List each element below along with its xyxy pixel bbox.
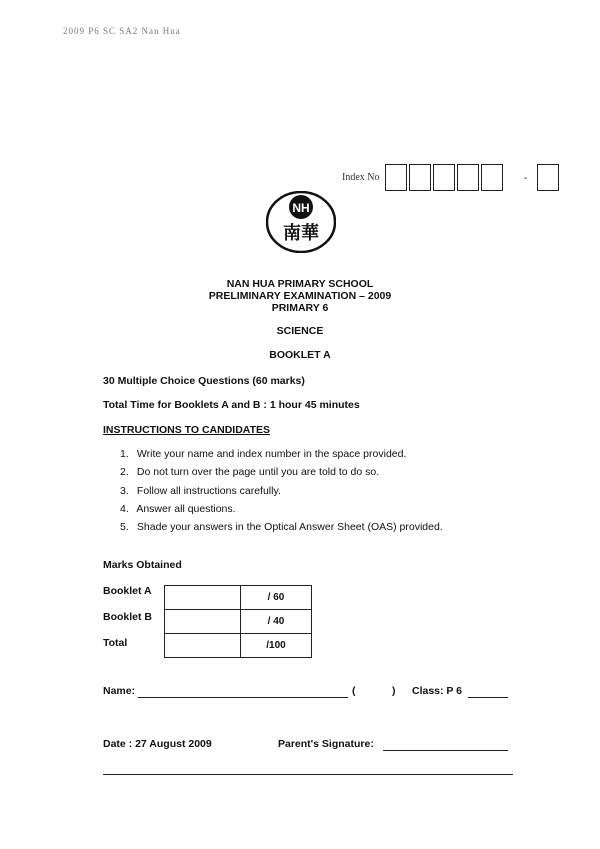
index-separator: - — [524, 173, 528, 184]
index-box-suffix[interactable] — [537, 164, 559, 191]
instruction-num: 2. — [120, 466, 129, 478]
marks-row-label: Booklet A — [103, 585, 152, 597]
instruction-item — [120, 466, 379, 478]
exam-title: PRELIMINARY EXAMINATION – 2009 — [208, 290, 392, 302]
instruction-item — [120, 503, 236, 515]
marks-table — [164, 585, 312, 658]
instruction-text: Answer all questions. — [136, 503, 236, 515]
instruction-item — [120, 485, 281, 497]
table-row — [165, 586, 312, 610]
marks-cell[interactable] — [165, 634, 241, 658]
index-box[interactable] — [385, 164, 407, 191]
class-index-open: ( — [352, 685, 356, 697]
school-logo — [266, 191, 336, 253]
index-box[interactable] — [409, 164, 431, 191]
subject: SCIENCE — [276, 325, 324, 337]
question-info: 30 Multiple Choice Questions (60 marks) — [103, 375, 305, 387]
instruction-item — [120, 448, 406, 460]
marks-total: /100 — [241, 634, 312, 658]
logo-initials: NH — [292, 201, 310, 215]
logo-chinese: 南華 — [283, 223, 319, 244]
marks-cell[interactable] — [165, 610, 241, 634]
level: PRIMARY 6 — [271, 302, 329, 314]
index-label: Index No — [342, 172, 380, 183]
signature-field[interactable] — [383, 750, 508, 751]
class-field[interactable] — [468, 697, 508, 698]
marks-row-label: Booklet B — [103, 611, 153, 623]
bottom-rule — [103, 774, 513, 775]
name-field[interactable] — [138, 697, 348, 698]
instruction-text: Do not turn over the page until you are told to do so. — [136, 466, 380, 478]
class-label: Class: P 6 — [412, 685, 463, 697]
date-label: Date : 27 August 2009 — [103, 738, 212, 750]
marks-heading: Marks Obtained — [103, 559, 182, 571]
instruction-num: 4. — [120, 503, 129, 515]
instruction-num: 1. — [120, 448, 129, 460]
marks-row-label: Total — [103, 637, 128, 649]
table-row — [165, 634, 312, 658]
time-info: Total Time for Booklets A and B : 1 hour 45 minutes — [103, 399, 360, 411]
instruction-num: 3. — [120, 485, 129, 497]
index-box[interactable] — [433, 164, 455, 191]
booklet: BOOKLET A — [269, 349, 331, 361]
instruction-text: Shade your answers in the Optical Answer Sheet (OAS) provided. — [136, 521, 443, 533]
signature-label: Parent's Signature: — [278, 738, 374, 750]
header-note: 2009 P6 SC SA2 Nan Hua — [63, 26, 181, 36]
instruction-item — [120, 521, 443, 533]
instruction-num: 5. — [120, 521, 129, 533]
instruction-text: Write your name and index number in the space provided. — [136, 448, 407, 460]
marks-total: / 40 — [241, 610, 312, 634]
marks-cell[interactable] — [165, 586, 241, 610]
school-name: NAN HUA PRIMARY SCHOOL — [226, 278, 374, 290]
marks-total: / 60 — [241, 586, 312, 610]
index-box[interactable] — [457, 164, 479, 191]
instruction-text: Follow all instructions carefully. — [136, 485, 281, 497]
class-index-close: ) — [392, 685, 396, 697]
index-box[interactable] — [481, 164, 503, 191]
instructions-heading: INSTRUCTIONS TO CANDIDATES — [103, 424, 271, 436]
name-label: Name: — [103, 685, 136, 697]
table-row — [165, 610, 312, 634]
